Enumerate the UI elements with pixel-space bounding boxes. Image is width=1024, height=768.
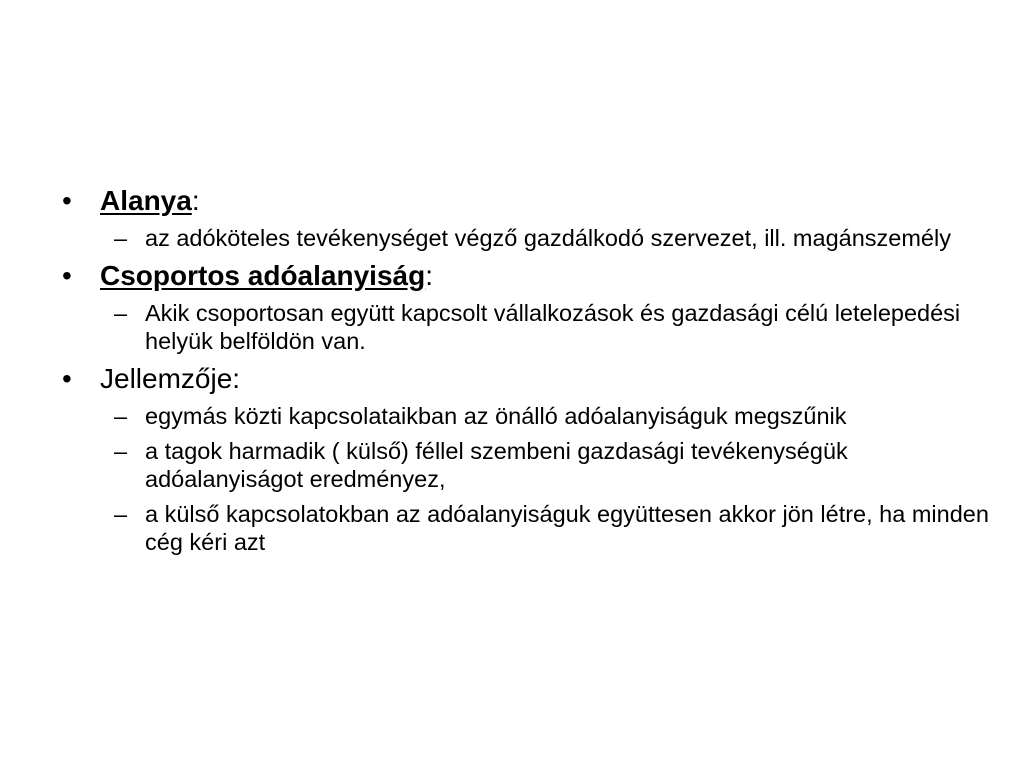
bullet-item-csoportos — [62, 259, 992, 293]
bullet-icon: • — [62, 363, 72, 394]
bullet-heading-suffix: : — [191, 185, 200, 216]
bullet-group-alanya — [62, 184, 992, 252]
bullet-heading: Jellemzője: — [100, 363, 241, 394]
sub-bullet-item — [62, 500, 992, 556]
bullet-heading-suffix: : — [425, 260, 433, 291]
bullet-item-jellemzoje — [62, 362, 992, 396]
bullet-icon: • — [62, 185, 72, 216]
sub-bullet-text: egymás közti kapcsolataikban az önálló adóalanyiságuk megszűnik — [145, 403, 847, 429]
sub-bullet-text: a külső kapcsolatokban az adóalanyiságuk együttesen akkor jön létre, ha minden cég kéri azt — [145, 501, 989, 555]
sub-bullet-item — [62, 299, 992, 355]
sub-bullet-item — [62, 437, 992, 493]
dash-icon: – — [114, 300, 128, 326]
dash-icon: – — [114, 501, 128, 527]
sub-bullet-text: az adóköteles tevékenységet végző gazdálkodó szervezet, ill. magánszemély — [145, 225, 951, 251]
sub-bullet-text: a tagok harmadik ( külső) féllel szembeni gazdasági tevékenységük adóalanyiságot eredményez, — [145, 438, 848, 492]
dash-icon: – — [114, 225, 128, 251]
bullet-group-jellemzoje — [62, 362, 992, 556]
bullet-icon: • — [62, 260, 72, 291]
slide-body — [62, 184, 992, 563]
sub-bullet-text: Akik csoportosan együtt kapcsolt vállalkozások és gazdasági célú letelepedési helyük belföldön van. — [145, 300, 961, 354]
dash-icon: – — [114, 438, 128, 464]
dash-icon: – — [114, 403, 128, 429]
bullet-item-alanya — [62, 184, 992, 218]
sub-bullet-item — [62, 402, 992, 430]
bullet-group-csoportos — [62, 259, 992, 355]
sub-bullet-item — [62, 224, 992, 252]
bullet-heading: Csoportos adóalanyiság — [100, 260, 426, 291]
bullet-heading: Alanya — [100, 185, 192, 216]
